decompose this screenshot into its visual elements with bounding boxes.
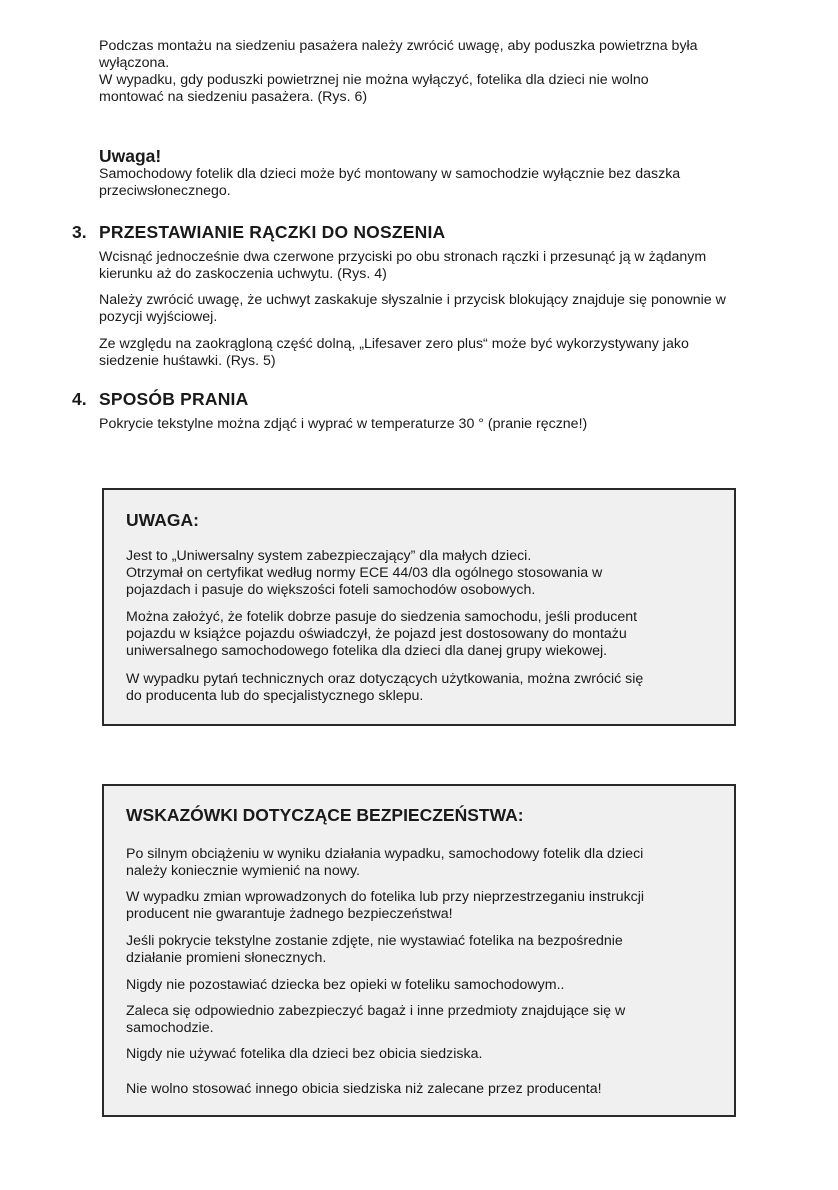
box-line: Otrzymał on certyfikat według normy ECE 44/03 dla ogólnego stosowania w bbox=[126, 565, 603, 581]
safety-tip-3 bbox=[126, 933, 726, 967]
section-4-paragraph bbox=[99, 416, 779, 433]
box-line: Nie wolno stosować innego obicia siedziska niż zalecane przez producenta! bbox=[126, 1081, 602, 1097]
safety-tip-4 bbox=[126, 977, 726, 994]
box-line: W wypadku pytań technicznych oraz dotyczących użytkowania, można zwrócić się bbox=[126, 671, 644, 687]
section-3-number: 3. bbox=[72, 222, 87, 242]
box-line: Zaleca się odpowiednio zabezpieczyć bagaż i inne przedmioty znajdujące się w bbox=[126, 1003, 626, 1019]
section-3-paragraph-2 bbox=[99, 292, 779, 326]
box-line: Można założyć, że fotelik dobrze pasuje do siedzenia samochodu, jeśli producent bbox=[126, 609, 638, 625]
intro-line: montować na siedzeniu pasażera. (Rys. 6) bbox=[99, 89, 368, 105]
box-line: samochodzie. bbox=[126, 1020, 214, 1036]
box-line: Nigdy nie używać fotelika dla dzieci bez obicia siedziska. bbox=[126, 1046, 483, 1062]
box-line: producent nie gwarantuje żadnego bezpieczeństwa! bbox=[126, 906, 453, 922]
box-line: W wypadku zmian wprowadzonych do fotelika lub przy nieprzestrzeganiu instrukcji bbox=[126, 889, 645, 905]
section-3-line: Wcisnąć jednocześnie dwa czerwone przyciski po obu stronach rączki i przesunąć ją w żądanym bbox=[99, 249, 707, 265]
uwaga-line: przeciwsłonecznego. bbox=[99, 183, 231, 199]
safety-tip-1 bbox=[126, 846, 726, 880]
uwaga-box-paragraph-1 bbox=[126, 548, 726, 599]
safety-tip-5 bbox=[126, 1003, 726, 1037]
box-line: Nigdy nie pozostawiać dziecka bez opieki w foteliku samochodowym.. bbox=[126, 977, 565, 993]
intro-line: Podczas montażu na siedzeniu pasażera należy zwrócić uwagę, aby poduszka powietrzna była bbox=[99, 38, 698, 54]
safety-tip-6 bbox=[126, 1046, 726, 1063]
box-line: Jeśli pokrycie tekstylne zostanie zdjęte, nie wystawiać fotelika na bezpośrednie bbox=[126, 933, 623, 949]
safety-tip-7 bbox=[126, 1081, 726, 1098]
box-line: pojazdu w książce pojazdu oświadczył, że pojazd jest dostosowany do montażu bbox=[126, 626, 627, 642]
section-4-title: SPOSÓB PRANIA bbox=[99, 389, 249, 409]
section-4-number: 4. bbox=[72, 389, 87, 409]
uwaga-title: Uwaga! bbox=[99, 146, 162, 166]
section-3-line: Ze względu na zaokrągloną część dolną, „Lifesaver zero plus“ może być wykorzystywany jako bbox=[99, 336, 689, 352]
box-line: do producenta lub do specjalistycznego sklepu. bbox=[126, 688, 424, 704]
box-line: należy koniecznie wymienić na nowy. bbox=[126, 863, 360, 879]
box-line: Jest to „Uniwersalny system zabezpieczający” dla małych dzieci. bbox=[126, 548, 532, 564]
safety-tip-2 bbox=[126, 889, 726, 923]
safety-tips-title: WSKAZÓWKI DOTYCZĄCE BEZPIECZEŃSTWA: bbox=[126, 805, 524, 825]
intro-line: wyłączona. bbox=[99, 55, 170, 71]
section-3-paragraph-1 bbox=[99, 249, 779, 283]
box-line: Po silnym obciążeniu w wyniku działania wypadku, samochodowy fotelik dla dzieci bbox=[126, 846, 644, 862]
box-line: uniwersalnego samochodowego fotelika dla dzieci dla danej grupy wiekowej. bbox=[126, 643, 608, 659]
uwaga-note bbox=[99, 146, 779, 200]
uwaga-line: Samochodowy fotelik dla dzieci może być montowany w samochodzie wyłącznie bez daszka bbox=[99, 166, 681, 182]
section-3-line: kierunku aż do zaskoczenia uchwytu. (Rys. 4) bbox=[99, 266, 387, 282]
safety-tips-box bbox=[102, 784, 736, 1117]
intro-line: W wypadku, gdy poduszki powietrznej nie można wyłączyć, fotelika dla dzieci nie wolno bbox=[99, 72, 649, 88]
box-line: pojazdach i pasuje do większości foteli samochodów osobowych. bbox=[126, 582, 536, 598]
uwaga-box-paragraph-3 bbox=[126, 671, 726, 705]
uwaga-box-title: UWAGA: bbox=[126, 510, 199, 530]
uwaga-box-paragraph-2 bbox=[126, 609, 726, 660]
section-3-line: siedzenie huśtawki. (Rys. 5) bbox=[99, 353, 276, 369]
intro-paragraph-airbag bbox=[99, 38, 779, 106]
box-line: działanie promieni słonecznych. bbox=[126, 950, 327, 966]
section-3-line: Należy zwrócić uwagę, że uchwyt zaskakuje słyszalnie i przycisk blokujący znajduje się ponownie w bbox=[99, 292, 726, 308]
section-3-title: PRZESTAWIANIE RĄCZKI DO NOSZENIA bbox=[99, 222, 446, 242]
section-3-line: pozycji wyjściowej. bbox=[99, 309, 218, 325]
uwaga-box bbox=[102, 488, 736, 726]
section-3-paragraph-3 bbox=[99, 336, 779, 370]
section-4-line: Pokrycie tekstylne można zdjąć i wyprać w temperaturze 30 ° (pranie ręczne!) bbox=[99, 416, 588, 432]
